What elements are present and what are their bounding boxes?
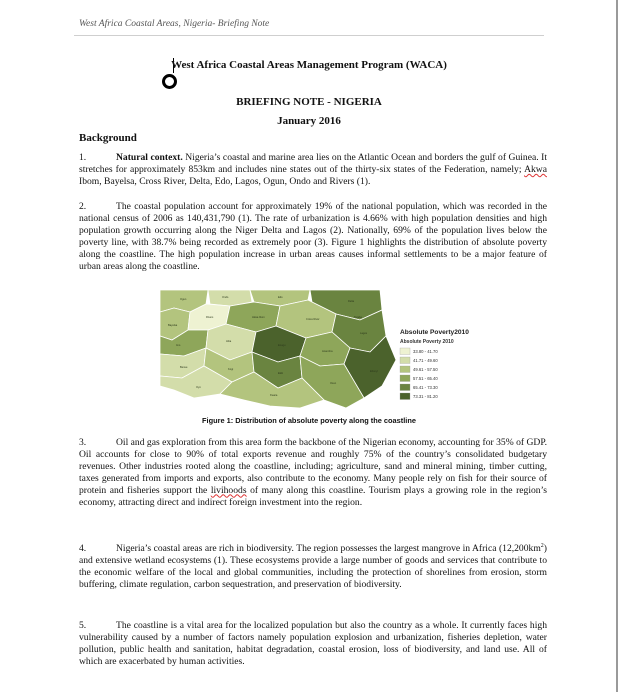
paragraph-5: 5. The coastline is a vital area for the localized population but also the country as a whole. It currently faces high vulnerability caused by a number of factors namely population explosion and urbanization, fisheries depletion, water pollution, public health and sanitation, habitat degradation, coastal erosion, loss of biodiversity, and land use. All of which are exacerbated by human activities. — [79, 620, 547, 667]
note-title: BRIEFING NOTE - NIGERIA — [236, 96, 382, 108]
legend-swatch — [400, 348, 410, 355]
legend-label: 57.51 - 65.40 — [413, 376, 438, 381]
legend-label: 49.61 - 57.50 — [413, 367, 438, 372]
program-title: West Africa Coastal Areas Management Program (WACA) — [171, 59, 447, 71]
paragraph-number: 2. — [79, 201, 87, 212]
cursor-ring-icon — [162, 74, 177, 89]
map-region-label: Anambra — [322, 350, 333, 353]
map-region-label: Delta — [348, 300, 355, 303]
paragraph-number: 1. — [79, 152, 87, 163]
map-region-label: Enugu — [278, 344, 286, 347]
map-region-label: Ebonyi — [370, 370, 378, 373]
paragraph-number: 4. — [79, 543, 87, 555]
paragraph-number: 3. — [79, 437, 87, 448]
map-region-label: Bayelsa — [168, 324, 178, 327]
paragraph-lead: Natural context. — [116, 152, 183, 163]
map-region-label: Oyo — [196, 386, 201, 389]
map-regions — [160, 290, 396, 413]
map-region-label: Osun — [330, 382, 337, 385]
map-region-label: Ekiti — [278, 372, 283, 375]
legend-label: 33.80 - 41.70 — [413, 349, 438, 354]
spelling-flag[interactable]: livihoods — [210, 484, 247, 496]
paragraph-number: 5. — [79, 620, 87, 631]
legend-label: 65.41 - 73.30 — [413, 385, 438, 390]
paragraph-4: 4. Nigeria’s coastal areas are rich in biodiversity. The region possesses the largest mangrove in Africa $(12,200km^2)$ and extensive wetland ecosystems (1). These ecosystems provide a large number of goods and services that contribute to the economic welfare of the local and global communities, including the protection of shorelines from erosion, storm buffering, climate regulation, carbon sequestration, and preservation of biodiversity. — [79, 543, 547, 590]
legend-label: 73.31 - 81.20 — [413, 394, 438, 399]
map-region-label: Abia — [226, 340, 232, 343]
map-region-label: Cross River — [306, 318, 320, 321]
figure-caption: Figure 1: Distribution of absolute poverty along the coastline — [202, 416, 416, 425]
legend-swatch — [400, 375, 410, 382]
paragraph-2: 2. The coastal population account for approximately 19% of the national population, which was recorded in the national census of 2006 as 140,431,790 (1). The rate of urbanization is 4.66% with high population densities and high population growth occurring along the Niger Delta and Lagos (2). Nationally, 69% of the population lives below the poverty line, with 38.7% being recorded as extremely poor (3). Figure 1 highlights the distribution of absolute poverty along the coastline. The high population increase in urban areas causes informal settlements to be a major feature of urban areas along the coastline. — [79, 201, 547, 272]
spelling-flag[interactable]: Akwa — [524, 163, 547, 175]
map-region-label: Lagos — [360, 332, 368, 335]
map-region-label: Ogun — [180, 298, 187, 301]
legend-subtitle: Absolute Poverty 2010 — [400, 339, 454, 345]
section-heading: Background — [79, 132, 137, 144]
legend-swatch — [400, 393, 410, 400]
poverty-map-figure — [160, 290, 469, 413]
map-region-label: Kwara — [270, 394, 278, 397]
paragraph-3: 3. Oil and gas exploration from this area form the backbone of the Nigerian economy, accounting for 35% of GDP. Oil accounts for close to 90% of total exports revenue and roughly 75% of the country’s consolidated budgetary revenues. Other industries rooted along the coastline, including; agriculture, sand and mineral mining, timber cutting, taxes generated from imports and exports, also contribute to the economy. Many people rely on fish for their source of protein and fisheries support the livihoods of many along this coastline. Tourism plays a growing role in the region’s economy, attracting direct and indirect foreign investment into the region. — [79, 437, 547, 508]
map-region-label: Benue — [180, 366, 188, 369]
legend-swatch — [400, 384, 410, 391]
note-date: January 2016 — [277, 115, 341, 127]
paragraph-1: 1. Natural context. Nigeria’s coastal and marine area lies on the Atlantic Ocean and borders the gulf of Guinea. It stretches for approximately 853km and includes nine states out of the thirty-six states of the Federation, namely; Akwa Ibom, Bayelsa, Cross River, Delta, Edo, Lagos, Ogun, Ondo and Rivers (1). — [79, 152, 548, 187]
map-region-label: Imo — [176, 344, 181, 347]
map-region-label: Kogi — [228, 368, 234, 371]
map-region-label: Edo — [278, 296, 283, 299]
map-region-label: Rivers — [206, 316, 214, 319]
map-region-label: Taraba — [354, 316, 362, 319]
legend-title: Absolute Poverty2010 — [400, 329, 469, 336]
legend-swatch — [400, 366, 410, 373]
header-divider — [74, 35, 544, 36]
legend-swatch — [400, 357, 410, 364]
map-region-label: Akwa Ibom — [252, 316, 265, 319]
map-region-label: Ondo — [222, 296, 229, 299]
legend-label: 41.71 - 49.60 — [413, 358, 438, 363]
running-header: West Africa Coastal Areas, Nigeria- Briefing Note — [79, 19, 270, 29]
